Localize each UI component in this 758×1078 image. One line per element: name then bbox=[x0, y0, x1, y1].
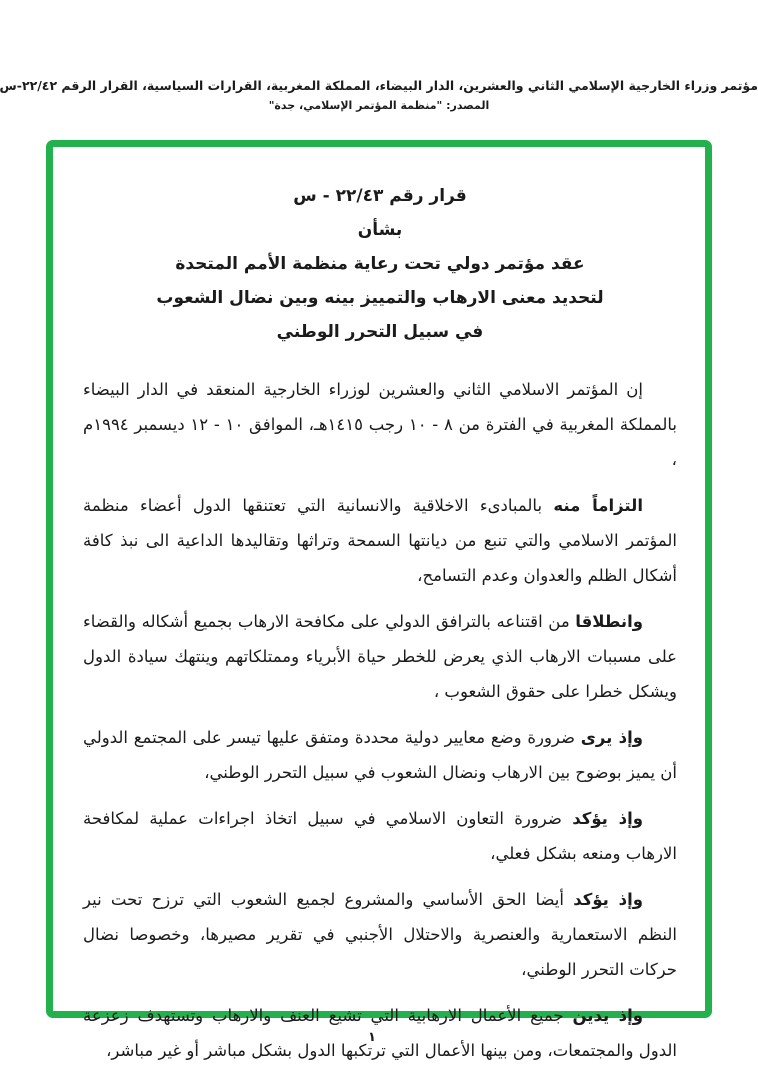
header-source: المصدر: "منظمة المؤتمر الإسلامي، جدة" bbox=[268, 99, 490, 112]
paragraph-text: بالمبادىء الاخلاقية والانسانية التي تعتنقها الدول أعضاء منظمة المؤتمر الاسلامي والتي تنبع من ديانتها السمحة وتراثها وتقاليدها الداعية الى نبذ كافة أشكال الظلم والعدوان وعدم التسامح، bbox=[83, 496, 677, 585]
paragraph-lead: وانطلاقا bbox=[575, 612, 643, 631]
resolution-content bbox=[53, 147, 705, 1068]
paragraph-lead: وإذ يؤكد bbox=[572, 809, 643, 828]
green-frame bbox=[46, 140, 712, 1060]
paragraph-criteria bbox=[83, 720, 677, 790]
resolution-subject-label: بشأن bbox=[357, 220, 403, 240]
paragraph-conviction bbox=[83, 604, 677, 709]
paragraph-commitment bbox=[83, 488, 677, 593]
archive-header bbox=[0, 76, 758, 116]
paragraph-lead: وإذ يؤكد bbox=[573, 890, 643, 909]
paragraph-lead: وإذ يرى bbox=[580, 728, 643, 747]
page-number: ١ bbox=[368, 1030, 376, 1045]
paragraph-text: أيضا الحق الأساسي والمشروع لجميع الشعوب التي ترزح تحت نير النظم الاستعمارية والعنصرية والاحتلال الأجنبي في تقرير مصيرها، وخصوصا نضال حركات التحرر الوطني، bbox=[83, 890, 677, 979]
paragraph-text: ضرورة التعاون الاسلامي في سبيل اتخاذ اجراءات عملية لمكافحة الارهاب ومنعه بشكل فعلي، bbox=[83, 809, 677, 863]
paragraph-text: من اقتناعه بالترافق الدولي على مكافحة الارهاب بجميع أشكاله والقضاء على مسببات الارهاب الذي يعرض للخطر حياة الأبرياء وممتلكاتهم وينتهك سيادة الدول ويشكل خطرا على حقوق الشعوب ، bbox=[83, 612, 677, 701]
paragraph-session bbox=[83, 372, 677, 477]
paragraph-lead: التزاماً منه bbox=[553, 496, 643, 515]
paragraph-lead: وإذ يدين bbox=[572, 1006, 643, 1025]
paragraph-text: إن المؤتمر الاسلامي الثاني والعشرين لوزراء الخارجية المنعقد في الدار البيضاء بالمملكة المغربية في الفترة من ٨ - ١٠ رجب ١٤١٥هـ، الموافق ١٠ - ١٢ ديسمبر ١٩٩٤م ، bbox=[83, 380, 678, 469]
paragraph-text: جميع الأعمال الارهابية التي تشيع العنف والارهاب وتستهدف زعزعة الدول والمجتمعات، ومن بينها الأعمال التي ترتكبها الدول بشكل مباشر أو غير مباشر، bbox=[83, 1006, 677, 1060]
resolution-subject-line1: عقد مؤتمر دولي تحت رعاية منظمة الأمم المتحدة bbox=[175, 254, 585, 274]
paragraph-self-determination bbox=[83, 882, 677, 987]
paragraph-text: ضرورة وضع معايير دولية محددة ومتفق عليها تيسر على المجتمع الدولي أن يميز بوضوح بين الارهاب ونضال الشعوب في سبيل التحرر الوطني، bbox=[83, 728, 677, 782]
resolution-subject-line3: في سبيل التحرر الوطني bbox=[276, 322, 484, 342]
paragraph-cooperation bbox=[83, 801, 677, 871]
resolution-number: قرار رقم ٢٢/٤٣ - س bbox=[293, 186, 467, 206]
header-citation: مؤتمر وزراء الخارجية الإسلامي الثاني والعشرين، الدار البيضاء، المملكة المغربية، القرارات السياسية، القرار الرقم ٢٢/٤٢-س bbox=[0, 78, 758, 93]
resolution-subject-line2: لتحديد معنى الارهاب والتمييز بينه وبين نضال الشعوب bbox=[156, 288, 604, 308]
resolution-title-block bbox=[83, 183, 677, 346]
resolution-body bbox=[83, 372, 677, 1068]
